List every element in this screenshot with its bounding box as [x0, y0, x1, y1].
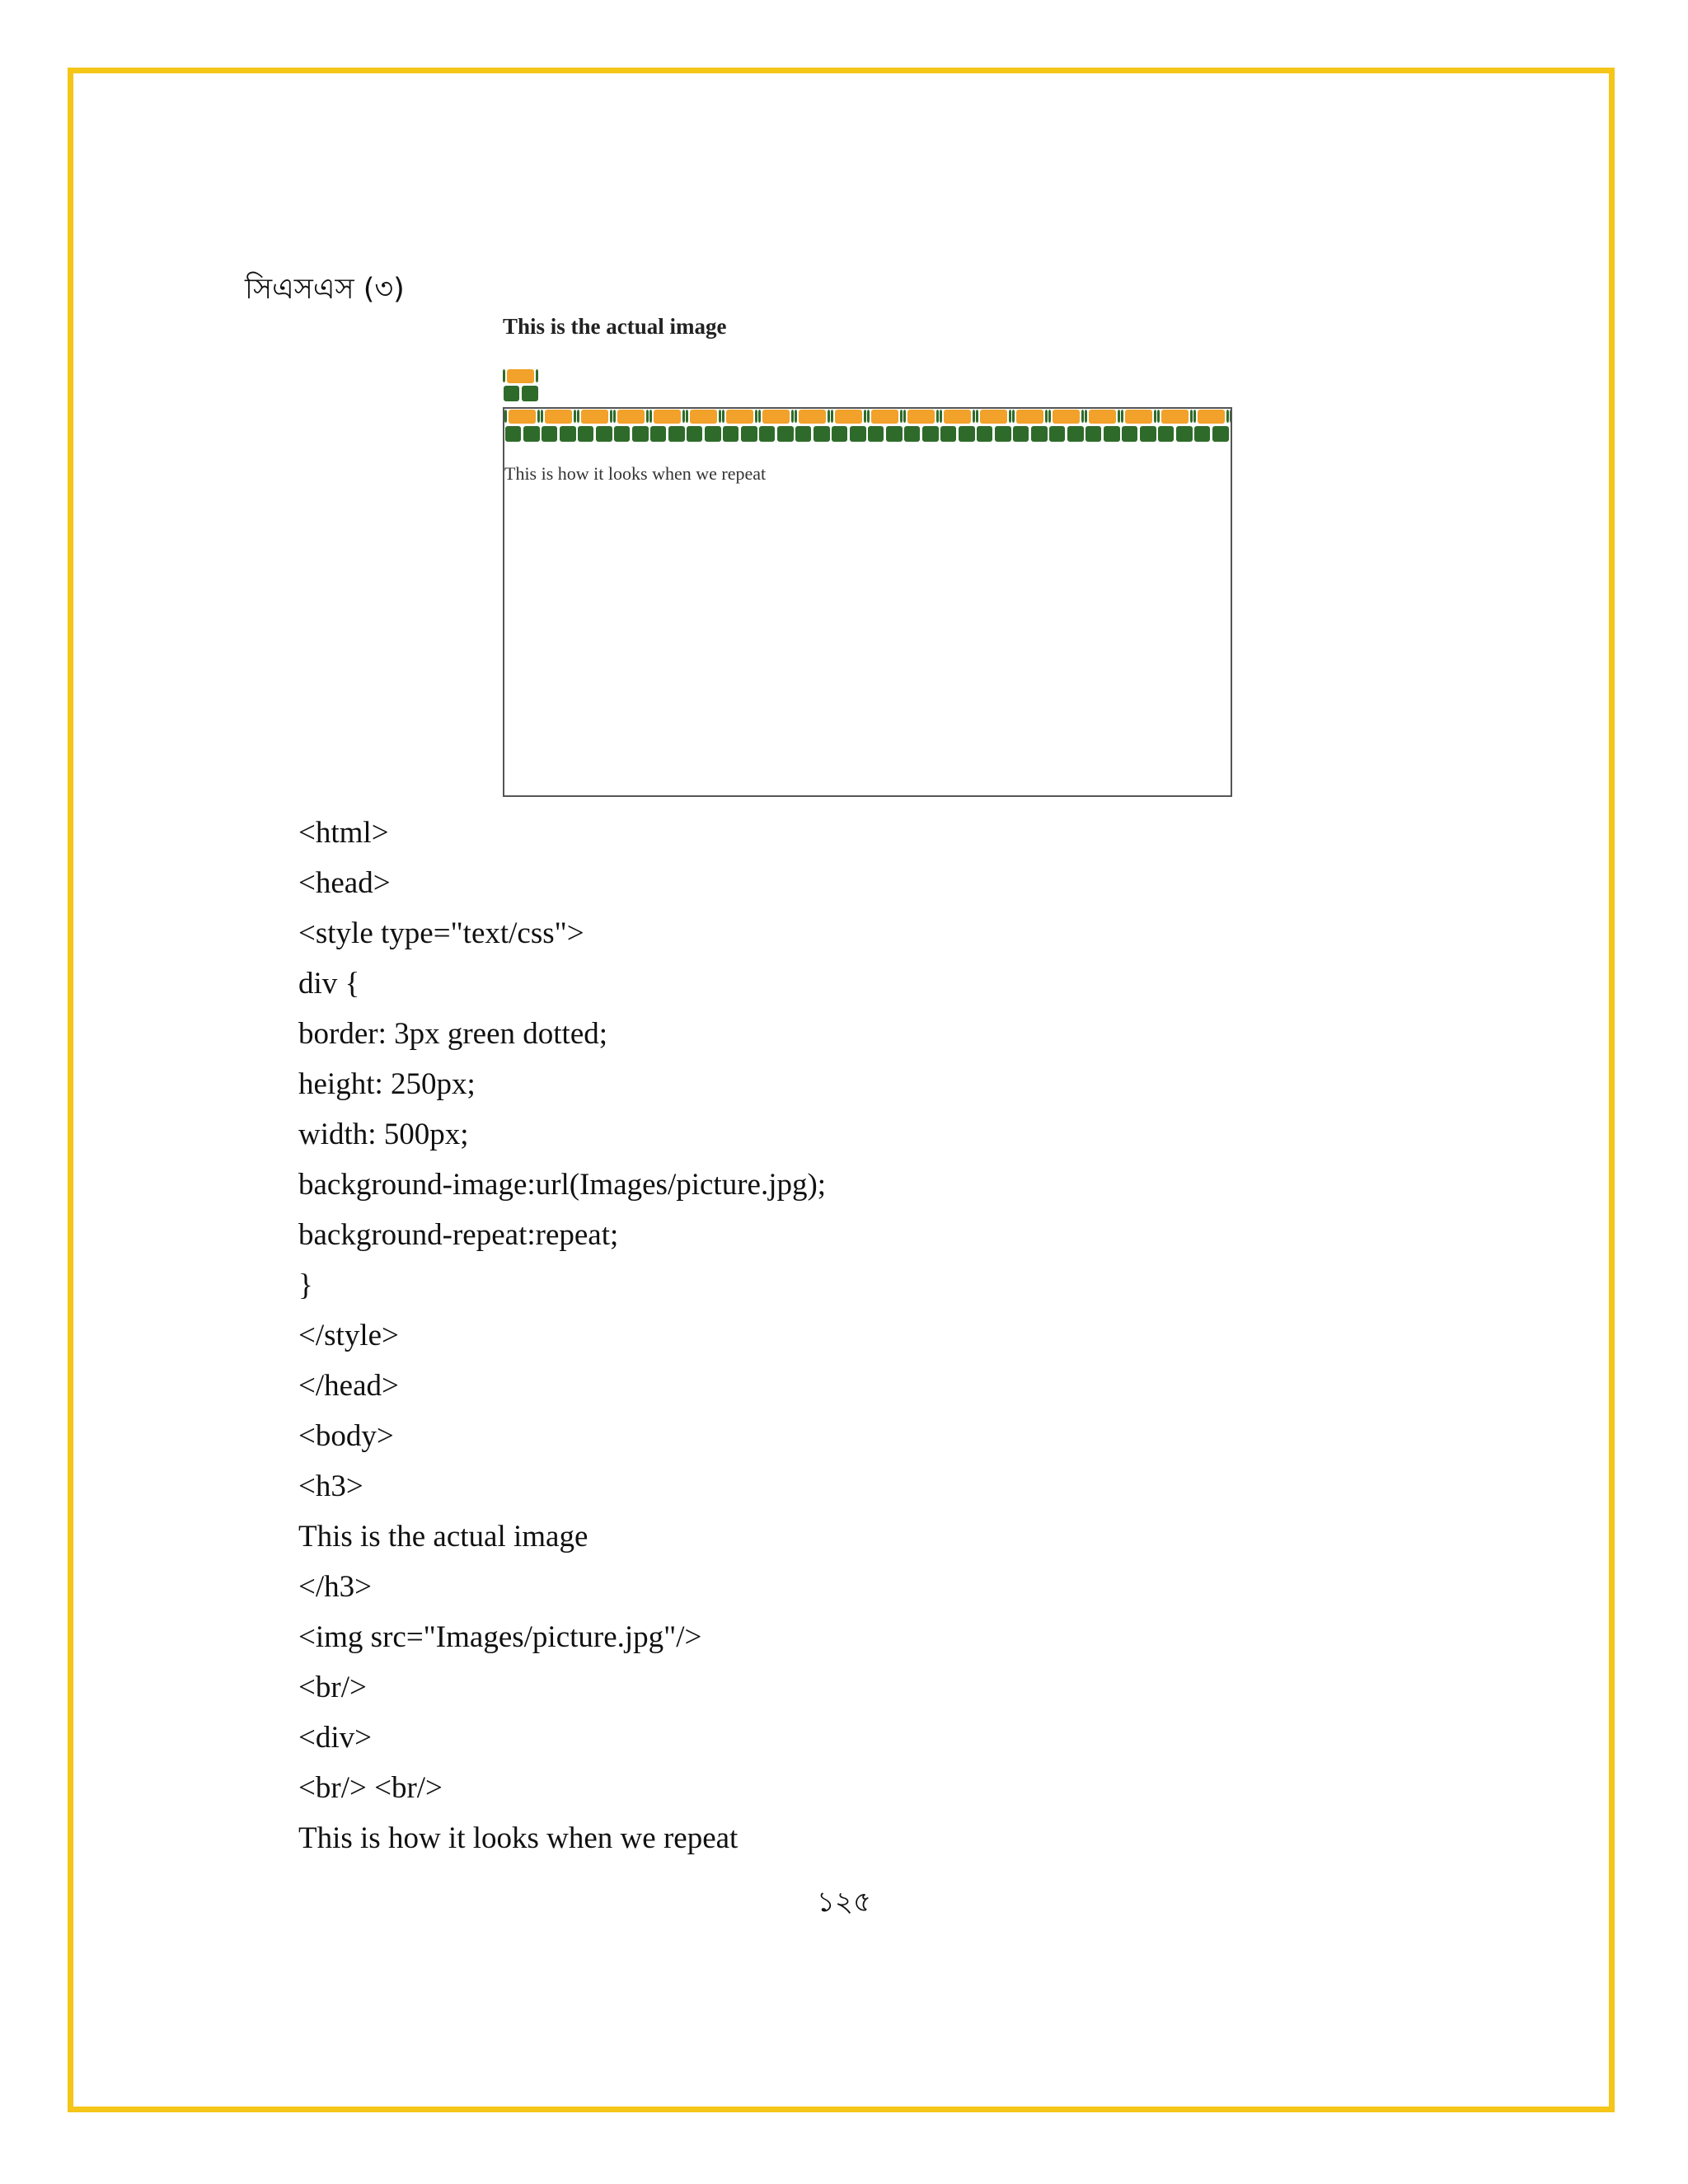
- screenshot-title: This is the actual image: [503, 314, 727, 339]
- code-line: }: [298, 1268, 313, 1302]
- section-heading: সিএসএস (৩): [245, 273, 405, 306]
- code-line: background-repeat:repeat;: [298, 1218, 619, 1252]
- code-line: <head>: [298, 866, 391, 900]
- example-screenshot: [495, 309, 1615, 804]
- code-line: width: 500px;: [298, 1118, 469, 1151]
- code-line: <br/> <br/>: [298, 1771, 443, 1805]
- brick-tile-icon: [503, 368, 539, 402]
- code-line: <h3>: [298, 1469, 363, 1503]
- code-line: This is the actual image: [298, 1520, 588, 1554]
- code-line: <style type="text/css">: [298, 916, 584, 950]
- code-line: <body>: [298, 1419, 394, 1453]
- code-listing: [298, 812, 826, 1868]
- repeat-demo-box: [503, 407, 1232, 797]
- code-line: <div>: [298, 1721, 373, 1755]
- code-line: height: 250px;: [298, 1067, 476, 1101]
- code-line: background-image:url(Images/picture.jpg);: [298, 1168, 827, 1202]
- code-line: <br/>: [298, 1671, 367, 1704]
- code-line: </style>: [298, 1319, 399, 1352]
- repeated-tile-strip: [504, 409, 1231, 443]
- code-line: <html>: [298, 816, 389, 850]
- code-line: <img src="Images/picture.jpg"/>: [298, 1620, 702, 1654]
- code-line: border: 3px green dotted;: [298, 1017, 608, 1051]
- code-line: div {: [298, 967, 360, 1001]
- page-number: ১২৫: [816, 1886, 872, 1919]
- code-line: </head>: [298, 1369, 399, 1403]
- code-line: </h3>: [298, 1570, 373, 1604]
- code-line: This is how it looks when we repeat: [298, 1821, 738, 1855]
- repeat-caption: This is how it looks when we repeat: [504, 463, 767, 484]
